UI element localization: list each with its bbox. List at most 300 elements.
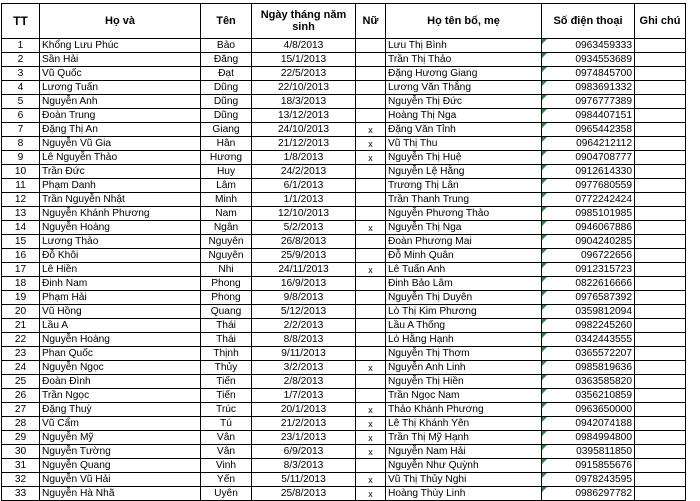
cell-ho-ten-bo-me[interactable]: Nguyễn Như Quỳnh bbox=[386, 459, 542, 473]
cell-ho-ten-bo-me[interactable]: Nguyễn Anh Linh bbox=[386, 361, 542, 375]
cell-nu[interactable]: x bbox=[356, 221, 386, 235]
cell-ngay-sinh[interactable]: 2/2/2013 bbox=[252, 319, 356, 333]
cell-ho-ten-bo-me[interactable]: Nguyễn Nam Hải bbox=[386, 445, 542, 459]
table-row bbox=[2, 207, 686, 221]
cell-ghi-chu[interactable] bbox=[635, 291, 686, 305]
cell-ho[interactable]: Đinh Nam bbox=[40, 277, 201, 291]
cell-ngay-sinh[interactable]: 22/5/2013 bbox=[252, 67, 356, 81]
cell-ngay-sinh[interactable]: 9/8/2013 bbox=[252, 291, 356, 305]
cell-ho-ten-bo-me[interactable]: Vũ Thị Thủy Nghi bbox=[386, 473, 542, 487]
table-row bbox=[2, 165, 686, 179]
cell-ho[interactable]: Sần Hải bbox=[40, 53, 201, 67]
table-row bbox=[2, 95, 686, 109]
cell-ho-ten-bo-me[interactable]: Trần Thị Mỹ Hạnh bbox=[386, 431, 542, 445]
cell-so-dien-thoai[interactable]: 0904240285 bbox=[542, 235, 635, 249]
cell-nu[interactable]: x bbox=[356, 403, 386, 417]
cell-ngay-sinh[interactable]: 21/12/2013 bbox=[252, 137, 356, 151]
cell-tt[interactable]: 25 bbox=[2, 375, 40, 389]
header-nu[interactable]: Nữ bbox=[356, 4, 386, 39]
cell-so-dien-thoai[interactable]: 096722656 bbox=[542, 249, 635, 263]
table-row bbox=[2, 417, 686, 431]
cell-ho[interactable]: Đoàn Đình bbox=[40, 375, 201, 389]
cell-ho[interactable]: Lầu A bbox=[40, 319, 201, 333]
cell-ho-ten-bo-me[interactable]: Đặng Hương Giang bbox=[386, 67, 542, 81]
cell-ghi-chu[interactable] bbox=[635, 445, 686, 459]
cell-so-dien-thoai[interactable]: 0963459333 bbox=[542, 39, 635, 53]
cell-ngay-sinh[interactable]: 12/10/2013 bbox=[252, 207, 356, 221]
cell-ngay-sinh[interactable]: 1/7/2013 bbox=[252, 389, 356, 403]
table-row bbox=[2, 291, 686, 305]
cell-tt[interactable]: 33 bbox=[2, 487, 40, 501]
cell-ngay-sinh[interactable]: 22/10/2013 bbox=[252, 81, 356, 95]
cell-ho-ten-bo-me[interactable]: Nguyễn Thị Hiền bbox=[386, 375, 542, 389]
cell-ghi-chu[interactable] bbox=[635, 151, 686, 165]
table-row bbox=[2, 305, 686, 319]
table-row bbox=[2, 333, 686, 347]
cell-ngay-sinh[interactable]: 2/8/2013 bbox=[252, 375, 356, 389]
table-row bbox=[2, 319, 686, 333]
cell-ho-ten-bo-me[interactable]: Trần Thanh Trung bbox=[386, 193, 542, 207]
cell-nu[interactable]: x bbox=[356, 123, 386, 137]
cell-ghi-chu[interactable] bbox=[635, 333, 686, 347]
cell-ten[interactable]: Bảo bbox=[201, 39, 252, 53]
cell-ngay-sinh[interactable]: 15/1/2013 bbox=[252, 53, 356, 67]
cell-ho[interactable]: Nguyễn Vũ Gia bbox=[40, 137, 201, 151]
table-row bbox=[2, 137, 686, 151]
cell-ten[interactable]: Dũng bbox=[201, 81, 252, 95]
cell-ho[interactable]: Nguyễn Khánh Phương bbox=[40, 207, 201, 221]
cell-tt[interactable]: 4 bbox=[2, 81, 40, 95]
header-so-dien-thoai[interactable]: Số điện thoại bbox=[542, 4, 635, 39]
cell-ho[interactable]: Đỗ Khôi bbox=[40, 249, 201, 263]
cell-ho[interactable]: Lê Nguyễn Thảo bbox=[40, 151, 201, 165]
cell-ten[interactable]: Đạt bbox=[201, 67, 252, 81]
table-row bbox=[2, 347, 686, 361]
table-row bbox=[2, 277, 686, 291]
cell-ten[interactable]: Vân bbox=[201, 431, 252, 445]
cell-ngay-sinh[interactable]: 6/9/2013 bbox=[252, 445, 356, 459]
header-tt[interactable]: TT bbox=[2, 4, 40, 39]
cell-ho-ten-bo-me[interactable]: Vũ Thị Thu bbox=[386, 137, 542, 151]
cell-tt[interactable]: 15 bbox=[2, 235, 40, 249]
cell-so-dien-thoai[interactable]: 0976777389 bbox=[542, 95, 635, 109]
cell-ho-ten-bo-me[interactable]: Lầu A Thống bbox=[386, 319, 542, 333]
cell-tt[interactable]: 5 bbox=[2, 95, 40, 109]
cell-so-dien-thoai[interactable]: 0984407151 bbox=[542, 109, 635, 123]
cell-so-dien-thoai[interactable]: 0942074188 bbox=[542, 417, 635, 431]
cell-tt[interactable]: 32 bbox=[2, 473, 40, 487]
cell-ho-ten-bo-me[interactable]: Nguyễn Lệ Hằng bbox=[386, 165, 542, 179]
table-row bbox=[2, 389, 686, 403]
cell-tt[interactable]: 11 bbox=[2, 179, 40, 193]
cell-ho[interactable]: Trần Đức bbox=[40, 165, 201, 179]
cell-so-dien-thoai[interactable]: 0983691332 bbox=[542, 81, 635, 95]
cell-ho[interactable]: Nguyễn Hoàng bbox=[40, 221, 201, 235]
cell-nu[interactable]: x bbox=[356, 417, 386, 431]
cell-ten[interactable]: Huy bbox=[201, 165, 252, 179]
cell-tt[interactable]: 30 bbox=[2, 445, 40, 459]
cell-tt[interactable]: 28 bbox=[2, 417, 40, 431]
cell-ngay-sinh[interactable]: 24/11/2013 bbox=[252, 263, 356, 277]
table-row bbox=[2, 403, 686, 417]
table-row bbox=[2, 375, 686, 389]
cell-ho[interactable]: Đặng Thị An bbox=[40, 123, 201, 137]
cell-ghi-chu[interactable] bbox=[635, 53, 686, 67]
cell-tt[interactable]: 19 bbox=[2, 291, 40, 305]
cell-ho[interactable]: Trần Nguyễn Nhật bbox=[40, 193, 201, 207]
cell-ho[interactable]: Phạm Danh bbox=[40, 179, 201, 193]
cell-ten[interactable]: Phong bbox=[201, 291, 252, 305]
cell-ho-ten-bo-me[interactable]: Nguyễn Thị Duyên bbox=[386, 291, 542, 305]
cell-ten[interactable]: Dũng bbox=[201, 95, 252, 109]
cell-nu[interactable] bbox=[356, 179, 386, 193]
cell-ho[interactable]: Nguyễn Hoàng bbox=[40, 333, 201, 347]
cell-tt[interactable]: 6 bbox=[2, 109, 40, 123]
cell-so-dien-thoai[interactable]: 0356210859 bbox=[542, 389, 635, 403]
table-row bbox=[2, 39, 686, 53]
cell-nu[interactable] bbox=[356, 235, 386, 249]
cell-ten[interactable]: Quang bbox=[201, 305, 252, 319]
cell-ho[interactable]: Trần Ngọc bbox=[40, 389, 201, 403]
cell-ngay-sinh[interactable]: 1/8/2013 bbox=[252, 151, 356, 165]
cell-nu[interactable] bbox=[356, 389, 386, 403]
cell-tt[interactable]: 20 bbox=[2, 305, 40, 319]
cell-ho[interactable]: Nguyễn Quang bbox=[40, 459, 201, 473]
cell-ho[interactable]: Phạm Hải bbox=[40, 291, 201, 305]
cell-so-dien-thoai[interactable]: 0772242424 bbox=[542, 193, 635, 207]
cell-ten[interactable]: Thái bbox=[201, 333, 252, 347]
cell-ngay-sinh[interactable]: 20/1/2013 bbox=[252, 403, 356, 417]
cell-ten[interactable]: Đăng bbox=[201, 53, 252, 67]
cell-so-dien-thoai[interactable]: 0982245260 bbox=[542, 319, 635, 333]
cell-nu[interactable]: x bbox=[356, 473, 386, 487]
cell-tt[interactable]: 9 bbox=[2, 151, 40, 165]
table-row bbox=[2, 263, 686, 277]
cell-nu[interactable] bbox=[356, 109, 386, 123]
cell-ghi-chu[interactable] bbox=[635, 403, 686, 417]
table-row bbox=[2, 249, 686, 263]
cell-ho-ten-bo-me[interactable]: Đỗ Minh Quân bbox=[386, 249, 542, 263]
header-ten[interactable]: Tên bbox=[201, 4, 252, 39]
cell-ten[interactable]: Vân bbox=[201, 445, 252, 459]
cell-nu[interactable] bbox=[356, 95, 386, 109]
cell-ghi-chu[interactable] bbox=[635, 249, 686, 263]
cell-tt[interactable]: 26 bbox=[2, 389, 40, 403]
cell-ghi-chu[interactable] bbox=[635, 319, 686, 333]
table-row bbox=[2, 53, 686, 67]
cell-tt[interactable]: 13 bbox=[2, 207, 40, 221]
cell-ngay-sinh[interactable]: 16/9/2013 bbox=[252, 277, 356, 291]
cell-ghi-chu[interactable] bbox=[635, 123, 686, 137]
cell-tt[interactable]: 22 bbox=[2, 333, 40, 347]
cell-so-dien-thoai[interactable]: 0977680559 bbox=[542, 179, 635, 193]
header-ghi-chu[interactable]: Ghi chú bbox=[635, 4, 686, 39]
cell-ten[interactable]: Nguyên bbox=[201, 249, 252, 263]
cell-tt[interactable]: 24 bbox=[2, 361, 40, 375]
cell-nu[interactable] bbox=[356, 81, 386, 95]
cell-ngay-sinh[interactable]: 5/2/2013 bbox=[252, 221, 356, 235]
cell-ngay-sinh[interactable]: 5/12/2013 bbox=[252, 305, 356, 319]
cell-ghi-chu[interactable] bbox=[635, 389, 686, 403]
table-row bbox=[2, 361, 686, 375]
cell-ghi-chu[interactable] bbox=[635, 207, 686, 221]
cell-ho-ten-bo-me[interactable]: Hoàng Thị Nga bbox=[386, 109, 542, 123]
table-row bbox=[2, 123, 686, 137]
cell-ghi-chu[interactable] bbox=[635, 39, 686, 53]
cell-nu[interactable] bbox=[356, 319, 386, 333]
cell-ho[interactable]: Nguyễn Tường bbox=[40, 445, 201, 459]
cell-ngay-sinh[interactable]: 18/3/2013 bbox=[252, 95, 356, 109]
cell-nu[interactable] bbox=[356, 249, 386, 263]
cell-ghi-chu[interactable] bbox=[635, 347, 686, 361]
cell-ho-ten-bo-me[interactable]: Lò Thị Kim Phương bbox=[386, 305, 542, 319]
cell-ho-ten-bo-me[interactable]: Nguyễn Phương Thảo bbox=[386, 207, 542, 221]
cell-ten[interactable]: Thái bbox=[201, 319, 252, 333]
cell-tt[interactable]: 31 bbox=[2, 459, 40, 473]
cell-ho-ten-bo-me[interactable]: Nguyễn Thị Huệ bbox=[386, 151, 542, 165]
cell-nu[interactable] bbox=[356, 291, 386, 305]
cell-so-dien-thoai[interactable]: 0904708777 bbox=[542, 151, 635, 165]
cell-ten[interactable]: Uyên bbox=[201, 487, 252, 501]
cell-so-dien-thoai[interactable]: 0359812094 bbox=[542, 305, 635, 319]
cell-ghi-chu[interactable] bbox=[635, 263, 686, 277]
table-row bbox=[2, 109, 686, 123]
table-row bbox=[2, 473, 686, 487]
cell-nu[interactable]: x bbox=[356, 151, 386, 165]
cell-ngay-sinh[interactable]: 25/8/2013 bbox=[252, 487, 356, 501]
cell-ho[interactable]: Đặng Thuỳ bbox=[40, 403, 201, 417]
cell-ho[interactable]: Lương Tuấn bbox=[40, 81, 201, 95]
cell-ghi-chu[interactable] bbox=[635, 361, 686, 375]
cell-ghi-chu[interactable] bbox=[635, 487, 686, 501]
cell-ten[interactable]: Yến bbox=[201, 473, 252, 487]
cell-ho-ten-bo-me[interactable]: Nguyễn Thị Thơm bbox=[386, 347, 542, 361]
cell-ghi-chu[interactable] bbox=[635, 67, 686, 81]
cell-nu[interactable]: x bbox=[356, 137, 386, 151]
cell-ho[interactable]: Lê Hiền bbox=[40, 263, 201, 277]
cell-ho-ten-bo-me[interactable]: Lò Hằng Hạnh bbox=[386, 333, 542, 347]
cell-nu[interactable] bbox=[356, 277, 386, 291]
cell-ghi-chu[interactable] bbox=[635, 235, 686, 249]
cell-so-dien-thoai[interactable]: 0912315723 bbox=[542, 263, 635, 277]
cell-nu[interactable]: x bbox=[356, 431, 386, 445]
cell-tt[interactable]: 16 bbox=[2, 249, 40, 263]
cell-ghi-chu[interactable] bbox=[635, 277, 686, 291]
cell-tt[interactable]: 29 bbox=[2, 431, 40, 445]
cell-so-dien-thoai[interactable]: 0976587392 bbox=[542, 291, 635, 305]
cell-ho[interactable]: Khổng Lưu Phúc bbox=[40, 39, 201, 53]
cell-nu[interactable] bbox=[356, 207, 386, 221]
cell-ho[interactable]: Nguyễn Ngọc bbox=[40, 361, 201, 375]
cell-tt[interactable]: 23 bbox=[2, 347, 40, 361]
table-row bbox=[2, 431, 686, 445]
cell-ghi-chu[interactable] bbox=[635, 109, 686, 123]
cell-ten[interactable]: Nguyên bbox=[201, 235, 252, 249]
cell-ngay-sinh[interactable]: 8/3/2013 bbox=[252, 459, 356, 473]
cell-tt[interactable]: 8 bbox=[2, 137, 40, 151]
cell-ngay-sinh[interactable]: 1/1/2013 bbox=[252, 193, 356, 207]
cell-nu[interactable]: x bbox=[356, 361, 386, 375]
cell-so-dien-thoai[interactable]: 0822616666 bbox=[542, 277, 635, 291]
cell-ghi-chu[interactable] bbox=[635, 305, 686, 319]
cell-ho[interactable]: Đoàn Trung bbox=[40, 109, 201, 123]
cell-so-dien-thoai[interactable]: 0978243595 bbox=[542, 473, 635, 487]
cell-ghi-chu[interactable] bbox=[635, 459, 686, 473]
cell-nu[interactable] bbox=[356, 333, 386, 347]
cell-ho-ten-bo-me[interactable]: Thảo Khánh Phương bbox=[386, 403, 542, 417]
cell-ghi-chu[interactable] bbox=[635, 375, 686, 389]
cell-ghi-chu[interactable] bbox=[635, 193, 686, 207]
cell-ngay-sinh[interactable]: 13/12/2013 bbox=[252, 109, 356, 123]
header-ngay-sinh[interactable]: Ngày tháng năm sinh bbox=[252, 4, 356, 39]
cell-nu[interactable]: x bbox=[356, 263, 386, 277]
cell-tt[interactable]: 18 bbox=[2, 277, 40, 291]
cell-so-dien-thoai[interactable]: 0963650000 bbox=[542, 403, 635, 417]
cell-ngay-sinh[interactable]: 26/8/2013 bbox=[252, 235, 356, 249]
cell-nu[interactable] bbox=[356, 193, 386, 207]
cell-ho-ten-bo-me[interactable]: Hoàng Thùy Linh bbox=[386, 487, 542, 501]
cell-ho[interactable]: Nguyễn Mỹ bbox=[40, 431, 201, 445]
cell-ten[interactable]: Lâm bbox=[201, 179, 252, 193]
cell-nu[interactable] bbox=[356, 459, 386, 473]
table-row bbox=[2, 67, 686, 81]
cell-ho[interactable]: Nguyễn Hà Nhã bbox=[40, 487, 201, 501]
cell-ho[interactable]: Phan Quốc bbox=[40, 347, 201, 361]
cell-ten[interactable]: Tiến bbox=[201, 375, 252, 389]
cell-nu[interactable]: x bbox=[356, 487, 386, 501]
cell-ten[interactable]: Hương bbox=[201, 151, 252, 165]
cell-ho-ten-bo-me[interactable]: Nguyễn Thị Nga bbox=[386, 221, 542, 235]
header-ho-ten-bo-me[interactable]: Họ tên bố, mẹ bbox=[386, 4, 542, 39]
cell-ten[interactable]: Phong bbox=[201, 277, 252, 291]
cell-tt[interactable]: 7 bbox=[2, 123, 40, 137]
cell-ngay-sinh[interactable]: 4/8/2013 bbox=[252, 39, 356, 53]
cell-ten[interactable]: Trúc bbox=[201, 403, 252, 417]
cell-ngay-sinh[interactable]: 8/8/2013 bbox=[252, 333, 356, 347]
cell-ten[interactable]: Thủy bbox=[201, 361, 252, 375]
cell-so-dien-thoai[interactable]: 0946067886 bbox=[542, 221, 635, 235]
cell-ten[interactable]: Tú bbox=[201, 417, 252, 431]
cell-so-dien-thoai[interactable]: 0912614330 bbox=[542, 165, 635, 179]
cell-nu[interactable]: x bbox=[356, 445, 386, 459]
cell-ghi-chu[interactable] bbox=[635, 179, 686, 193]
cell-tt[interactable]: 17 bbox=[2, 263, 40, 277]
cell-so-dien-thoai[interactable]: 0985819636 bbox=[542, 361, 635, 375]
cell-ho-ten-bo-me[interactable]: Trương Thị Lân bbox=[386, 179, 542, 193]
cell-tt[interactable]: 27 bbox=[2, 403, 40, 417]
cell-ho-ten-bo-me[interactable]: Lưu Thị Bình bbox=[386, 39, 542, 53]
cell-tt[interactable]: 21 bbox=[2, 319, 40, 333]
cell-so-dien-thoai[interactable]: 0934553689 bbox=[542, 53, 635, 67]
cell-ghi-chu[interactable] bbox=[635, 81, 686, 95]
cell-ngay-sinh[interactable]: 6/1/2013 bbox=[252, 179, 356, 193]
cell-so-dien-thoai[interactable]: 0964212112 bbox=[542, 137, 635, 151]
cell-ngay-sinh[interactable]: 5/11/2013 bbox=[252, 473, 356, 487]
cell-ho-ten-bo-me[interactable]: Đặng Văn Tỉnh bbox=[386, 123, 542, 137]
cell-ghi-chu[interactable] bbox=[635, 431, 686, 445]
cell-ho[interactable]: Nguyễn Anh bbox=[40, 95, 201, 109]
cell-so-dien-thoai[interactable]: 0365572207 bbox=[542, 347, 635, 361]
cell-ho[interactable]: Lương Thảo bbox=[40, 235, 201, 249]
cell-ho-ten-bo-me[interactable]: Trần Thị Thảo bbox=[386, 53, 542, 67]
cell-ngay-sinh[interactable]: 3/2/2013 bbox=[252, 361, 356, 375]
cell-so-dien-thoai[interactable]: 0986297782 bbox=[542, 487, 635, 501]
cell-ten[interactable]: Dũng bbox=[201, 109, 252, 123]
cell-ten[interactable]: Minh bbox=[201, 193, 252, 207]
cell-so-dien-thoai[interactable]: 0915855676 bbox=[542, 459, 635, 473]
cell-ten[interactable]: Vinh bbox=[201, 459, 252, 473]
cell-ho-ten-bo-me[interactable]: Đinh Bảo Lâm bbox=[386, 277, 542, 291]
cell-ngay-sinh[interactable]: 23/1/2013 bbox=[252, 431, 356, 445]
cell-so-dien-thoai[interactable]: 0395811850 bbox=[542, 445, 635, 459]
cell-ten[interactable]: Nam bbox=[201, 207, 252, 221]
cell-ho-ten-bo-me[interactable]: Đoàn Phương Mai bbox=[386, 235, 542, 249]
cell-ten[interactable]: Ngân bbox=[201, 221, 252, 235]
cell-ten[interactable]: Tiến bbox=[201, 389, 252, 403]
cell-ten[interactable]: Nhi bbox=[201, 263, 252, 277]
cell-ghi-chu[interactable] bbox=[635, 473, 686, 487]
cell-tt[interactable]: 1 bbox=[2, 39, 40, 53]
cell-nu[interactable] bbox=[356, 305, 386, 319]
cell-ghi-chu[interactable] bbox=[635, 221, 686, 235]
cell-ten[interactable]: Thịnh bbox=[201, 347, 252, 361]
cell-ngay-sinh[interactable]: 25/9/2013 bbox=[252, 249, 356, 263]
cell-ho-ten-bo-me[interactable]: Nguyễn Thị Đức bbox=[386, 95, 542, 109]
cell-so-dien-thoai[interactable]: 0985101985 bbox=[542, 207, 635, 221]
cell-ngay-sinh[interactable]: 9/11/2013 bbox=[252, 347, 356, 361]
cell-ho-ten-bo-me[interactable]: Lương Văn Thắng bbox=[386, 81, 542, 95]
cell-ho[interactable]: Nguyễn Vũ Hải bbox=[40, 473, 201, 487]
cell-tt[interactable]: 3 bbox=[2, 67, 40, 81]
cell-nu[interactable] bbox=[356, 67, 386, 81]
cell-ho[interactable]: Vũ Quốc bbox=[40, 67, 201, 81]
cell-so-dien-thoai[interactable]: 0342443555 bbox=[542, 333, 635, 347]
cell-so-dien-thoai[interactable]: 0974845700 bbox=[542, 67, 635, 81]
cell-ghi-chu[interactable] bbox=[635, 95, 686, 109]
student-list-table bbox=[1, 3, 686, 501]
cell-nu[interactable] bbox=[356, 347, 386, 361]
cell-ho-ten-bo-me[interactable]: Lê Thị Khánh Yên bbox=[386, 417, 542, 431]
cell-ngay-sinh[interactable]: 24/10/2013 bbox=[252, 123, 356, 137]
cell-tt[interactable]: 2 bbox=[2, 53, 40, 67]
cell-so-dien-thoai[interactable]: 0965442358 bbox=[542, 123, 635, 137]
cell-tt[interactable]: 14 bbox=[2, 221, 40, 235]
table-row bbox=[2, 81, 686, 95]
header-ho[interactable]: Họ và bbox=[40, 4, 201, 39]
cell-nu[interactable] bbox=[356, 375, 386, 389]
cell-nu[interactable] bbox=[356, 39, 386, 53]
table-row bbox=[2, 151, 686, 165]
cell-tt[interactable]: 10 bbox=[2, 165, 40, 179]
table-row bbox=[2, 235, 686, 249]
cell-ho-ten-bo-me[interactable]: Lê Tuấn Anh bbox=[386, 263, 542, 277]
cell-so-dien-thoai[interactable]: 0984994800 bbox=[542, 431, 635, 445]
cell-tt[interactable]: 12 bbox=[2, 193, 40, 207]
cell-ho[interactable]: Vũ Hồng bbox=[40, 305, 201, 319]
cell-ngay-sinh[interactable]: 21/2/2013 bbox=[252, 417, 356, 431]
cell-ho[interactable]: Vũ Cẩm bbox=[40, 417, 201, 431]
cell-ghi-chu[interactable] bbox=[635, 165, 686, 179]
cell-ngay-sinh[interactable]: 24/2/2013 bbox=[252, 165, 356, 179]
cell-ghi-chu[interactable] bbox=[635, 417, 686, 431]
cell-ten[interactable]: Hân bbox=[201, 137, 252, 151]
cell-so-dien-thoai[interactable]: 0363585820 bbox=[542, 375, 635, 389]
cell-nu[interactable] bbox=[356, 165, 386, 179]
cell-ten[interactable]: Giang bbox=[201, 123, 252, 137]
cell-ghi-chu[interactable] bbox=[635, 137, 686, 151]
cell-ho-ten-bo-me[interactable]: Trần Ngọc Nam bbox=[386, 389, 542, 403]
cell-nu[interactable] bbox=[356, 53, 386, 67]
